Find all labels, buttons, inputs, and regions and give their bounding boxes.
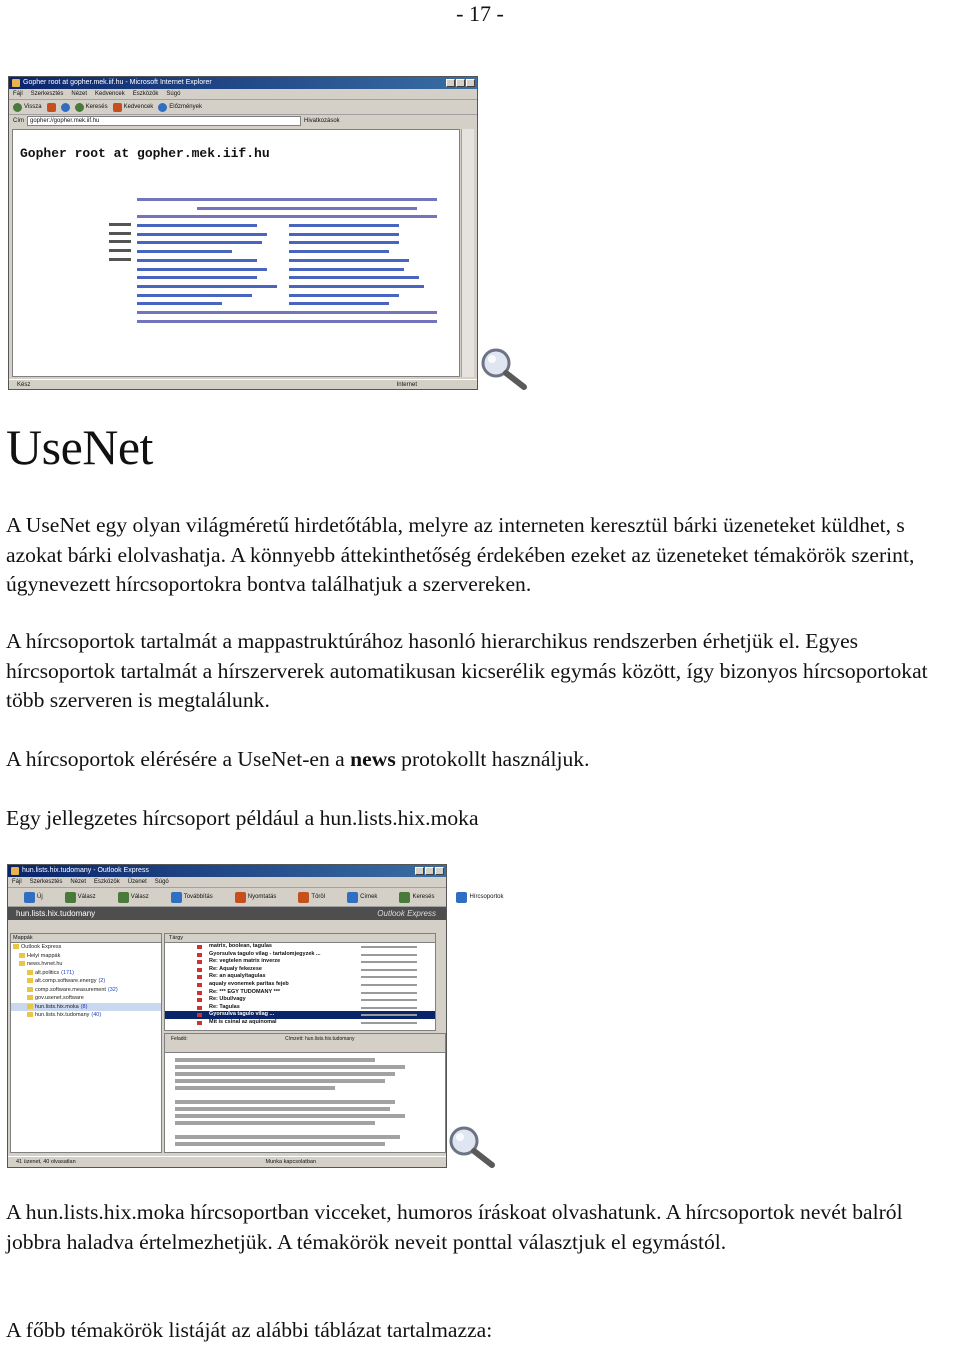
intro-paragraph: A UseNet egy olyan világméretű hirdetőtábla, melyre az interneten keresztül bárki üzeneteket küldhet, s azokat bárki elolvashatja. A könnyebb áttekinthetőség érdekében ezeket az üzeneteket témakörök szerint, úgynevezett hírcsoportokra bontva találhatjuk a szervereken.	[6, 513, 915, 596]
oe-toolbar	[8, 888, 504, 907]
gopher-browser-screenshot	[8, 76, 478, 390]
table-intro-paragraph: A főbb témakörök listáját az alábbi táblázat tartalmazza:	[6, 1318, 493, 1342]
minimize-icon	[446, 79, 455, 87]
folder-item[interactable]: alt.politics (171)	[11, 969, 161, 978]
moka-paragraph: A hun.lists.hix.moka hírcsoportban vicceket, humoros íráskoat olvashatunk. A hírcsoportok nevét balról jobbra haladva értelmezhetjük. A témakörök neveit ponttal választjuk el egymástól.	[6, 1200, 903, 1254]
folders-header: Mappák	[11, 934, 161, 943]
unread-post-icon	[197, 953, 202, 957]
search-icon	[75, 103, 84, 112]
oe-menu-bar	[8, 877, 446, 888]
unread-post-icon	[197, 975, 202, 979]
folder-icon	[27, 970, 33, 975]
folder-icon	[27, 987, 33, 992]
window-buttons	[415, 867, 444, 875]
gopher-menu-line	[137, 213, 437, 222]
reply-button: Válasz	[118, 892, 149, 903]
gopher-menu-line	[137, 205, 437, 214]
ie-menu-bar	[9, 89, 477, 100]
current-folder-name: hun.lists.hix.tudomany	[16, 909, 96, 918]
folder-icon	[19, 953, 25, 958]
message-row[interactable]: matrix, boolean, tagulas	[165, 943, 435, 951]
message-row[interactable]: Re: Tagulas	[165, 1004, 435, 1012]
message-rows	[165, 943, 435, 1027]
menu-item: Fájl	[12, 879, 22, 885]
folder-item[interactable]: hun.lists.hix.moka (8)	[11, 1003, 161, 1012]
address-label: Cím	[13, 118, 24, 124]
folder-item[interactable]: gov.usenet.software	[11, 994, 161, 1003]
favorites-button: Kedvencek	[113, 103, 154, 112]
unread-post-icon	[197, 1006, 202, 1010]
menu-item: Üzenet	[127, 879, 147, 885]
message-row[interactable]: Re: an aqualy/tagulas	[165, 973, 435, 981]
back-button: Vissza	[13, 103, 42, 112]
menu-item: Súgó	[166, 91, 181, 97]
message-row[interactable]: Gyorsulva tagulo vilag ...	[165, 1011, 435, 1019]
gopher-menu-line	[137, 283, 437, 292]
news-keyword: news	[350, 747, 396, 771]
preview-text-line	[175, 1058, 375, 1062]
status-message-count: 41 üzenet, 40 olvasatlan	[16, 1159, 76, 1165]
ie-address-bar	[9, 115, 477, 127]
preview-text-line	[175, 1142, 385, 1146]
delete-icon	[298, 892, 309, 903]
newsgroups-icon	[456, 892, 467, 903]
preview-text-line	[175, 1072, 395, 1076]
forward-icon	[171, 892, 182, 903]
ie-window-title: Gopher root at gopher.mek.iif.hu - Microsoft Internet Explorer	[23, 79, 212, 86]
unread-post-icon	[197, 983, 202, 987]
ie-status-bar	[9, 379, 477, 389]
unread-post-icon	[197, 968, 202, 972]
folder-icon	[27, 1004, 33, 1009]
addresses-button: Címek	[347, 892, 377, 903]
minimize-icon	[415, 867, 424, 875]
hierarchy-paragraph: A hírcsoportok tartalmát a mappastruktúrához hasonló hierarchikus rendszerben érhetjük el. Egyes hírcsoportok tartalmát a hírszerverek automatikusan kicserélik egymás között, így bizonyos hírcsoportokat több szerveren is megtalálunk.	[6, 629, 928, 712]
ie-toolbar	[9, 100, 477, 115]
newsgroups-button: Hírcsoportok	[456, 892, 503, 903]
reply-group-button: Válasz	[65, 892, 96, 903]
close-icon	[435, 867, 444, 875]
message-row[interactable]: Mit is csinal az aquinomal	[165, 1019, 435, 1027]
ie-app-icon	[12, 79, 20, 87]
from-label: Feladó:	[171, 1036, 188, 1042]
folder-icon	[19, 961, 25, 966]
address-field: gopher://gopher.mek.iif.hu	[27, 116, 301, 126]
unread-post-icon	[197, 1013, 202, 1017]
history-button: Előzmények	[158, 103, 202, 112]
magnifier-icon	[446, 1124, 498, 1170]
message-row[interactable]: Re: vegtelen matrix inverze	[165, 958, 435, 966]
folder-item[interactable]: comp.software.measurement (32)	[11, 986, 161, 995]
new-message-icon	[24, 892, 35, 903]
example-paragraph: Egy jellegzetes hírcsoport például a hun.lists.hix.moka	[6, 806, 479, 830]
menu-item: Eszközök	[132, 91, 159, 97]
folder-item[interactable]: Helyi mappák	[11, 952, 161, 961]
maximize-icon	[456, 79, 465, 87]
maximize-icon	[425, 867, 434, 875]
unread-post-icon	[197, 998, 202, 1002]
reply-icon	[118, 892, 129, 903]
message-row[interactable]: Gyorsulva tagulo vilag - tartalomjegyzek ...	[165, 951, 435, 959]
folder-item[interactable]: Outlook Express	[11, 943, 161, 952]
vertical-scrollbar	[461, 129, 474, 377]
gopher-menu-listing	[137, 196, 437, 326]
preview-text-line	[175, 1107, 390, 1111]
stop-button	[47, 103, 56, 112]
preview-pane	[164, 1033, 446, 1153]
menu-item: Szerkesztés	[30, 91, 64, 97]
back-arrow-icon	[13, 103, 22, 112]
oe-brand: Outlook Express	[377, 909, 436, 918]
gopher-menu-line	[137, 239, 437, 248]
print-button: Nyomtatás	[235, 892, 277, 903]
message-row[interactable]: Re: Ubul/vagy	[165, 996, 435, 1004]
gopher-page-content	[12, 129, 460, 377]
preview-text-line	[175, 1065, 405, 1069]
folder-item[interactable]: news.hvnet.hu	[11, 960, 161, 969]
gopher-menu-line	[137, 231, 437, 240]
stop-icon	[47, 103, 56, 112]
to-label: Címzett: hun.lists.hix.tudomany	[285, 1036, 355, 1042]
unread-post-icon	[197, 945, 202, 949]
unread-post-icon	[197, 960, 202, 964]
gopher-menu-line	[137, 257, 437, 266]
close-icon	[466, 79, 475, 87]
unread-post-icon	[197, 991, 202, 995]
forward-button: Továbbítás	[171, 892, 213, 903]
menu-item: Szerkesztés	[29, 879, 63, 885]
star-icon	[113, 103, 122, 112]
folder-icon	[27, 1012, 33, 1017]
menu-item: Súgó	[154, 879, 169, 885]
oe-status-bar	[8, 1156, 446, 1167]
menu-item: Fájl	[13, 91, 23, 97]
gopher-menu-line	[137, 222, 437, 231]
links-label: Hivatkozások	[304, 118, 340, 124]
history-icon	[158, 103, 167, 112]
address-book-icon	[347, 892, 358, 903]
page-number: - 17 -	[456, 1, 504, 26]
window-buttons	[446, 79, 475, 87]
gopher-menu-line	[137, 292, 437, 301]
refresh-button	[61, 103, 70, 112]
menu-item: Nézet	[70, 879, 87, 885]
gopher-page-title: Gopher root at gopher.mek.iif.hu	[20, 146, 270, 161]
oe-window-title: hun.lists.hix.tudomany - Outlook Express	[22, 867, 149, 874]
subject-column-header: Tárgy	[165, 934, 435, 943]
folder-item[interactable]: hun.lists.hix.tudomany (40)	[11, 1011, 161, 1020]
new-post-button: Új	[24, 892, 43, 903]
folder-header-bar	[8, 907, 446, 920]
message-row[interactable]: Re: *** EGY TUDOMANY ***	[165, 989, 435, 997]
preview-text-line	[175, 1135, 400, 1139]
folder-pane	[10, 933, 162, 1153]
section-heading: UseNet	[6, 419, 153, 475]
ie-title-bar	[9, 77, 477, 89]
menu-item: Kedvencek	[95, 91, 125, 97]
menu-item: Eszközök	[94, 879, 120, 885]
search-icon	[399, 892, 410, 903]
folder-icon	[13, 944, 19, 949]
menu-item: Nézet	[71, 91, 88, 97]
reply-icon	[65, 892, 76, 903]
gopher-menu-line	[137, 309, 437, 318]
gopher-menu-line	[137, 300, 437, 309]
folder-list	[11, 943, 161, 1020]
search-button: Keresés	[75, 103, 108, 112]
preview-text-line	[175, 1114, 405, 1118]
message-row[interactable]: Re: Aqualy fekezese	[165, 966, 435, 974]
folder-icon	[27, 995, 33, 1000]
folder-icon	[27, 978, 33, 983]
gopher-menu-line	[137, 196, 437, 205]
gopher-menu-line	[137, 318, 437, 327]
printer-icon	[235, 892, 246, 903]
status-zone: Internet	[396, 382, 417, 388]
magnifier-icon	[478, 346, 530, 392]
preview-text-line	[175, 1086, 335, 1090]
gopher-menu-line	[137, 266, 437, 275]
refresh-icon	[61, 103, 70, 112]
outlook-express-screenshot	[7, 864, 504, 1168]
preview-header	[165, 1034, 445, 1053]
gopher-menu-line	[137, 248, 437, 257]
preview-text-line	[175, 1100, 395, 1104]
oe-app-icon	[11, 867, 19, 875]
folder-item[interactable]: alt.comp.software.energy (2)	[11, 977, 161, 986]
delete-button: Töröl	[298, 892, 325, 903]
message-row[interactable]: aqualy evonemek paritas fejeb	[165, 981, 435, 989]
oe-title-bar	[8, 865, 446, 877]
message-list	[164, 933, 436, 1031]
status-ready: Kész	[17, 382, 31, 388]
preview-text-line	[175, 1121, 375, 1125]
unread-post-icon	[197, 1021, 202, 1025]
find-button: Keresés	[399, 892, 434, 903]
gopher-menu-line	[137, 274, 437, 283]
protocol-paragraph: A hírcsoportok elérésére a UseNet-en a news protokollt használjuk.	[6, 747, 590, 771]
preview-text-line	[175, 1079, 385, 1083]
status-connection: Munka kapcsolatban	[265, 1159, 316, 1165]
